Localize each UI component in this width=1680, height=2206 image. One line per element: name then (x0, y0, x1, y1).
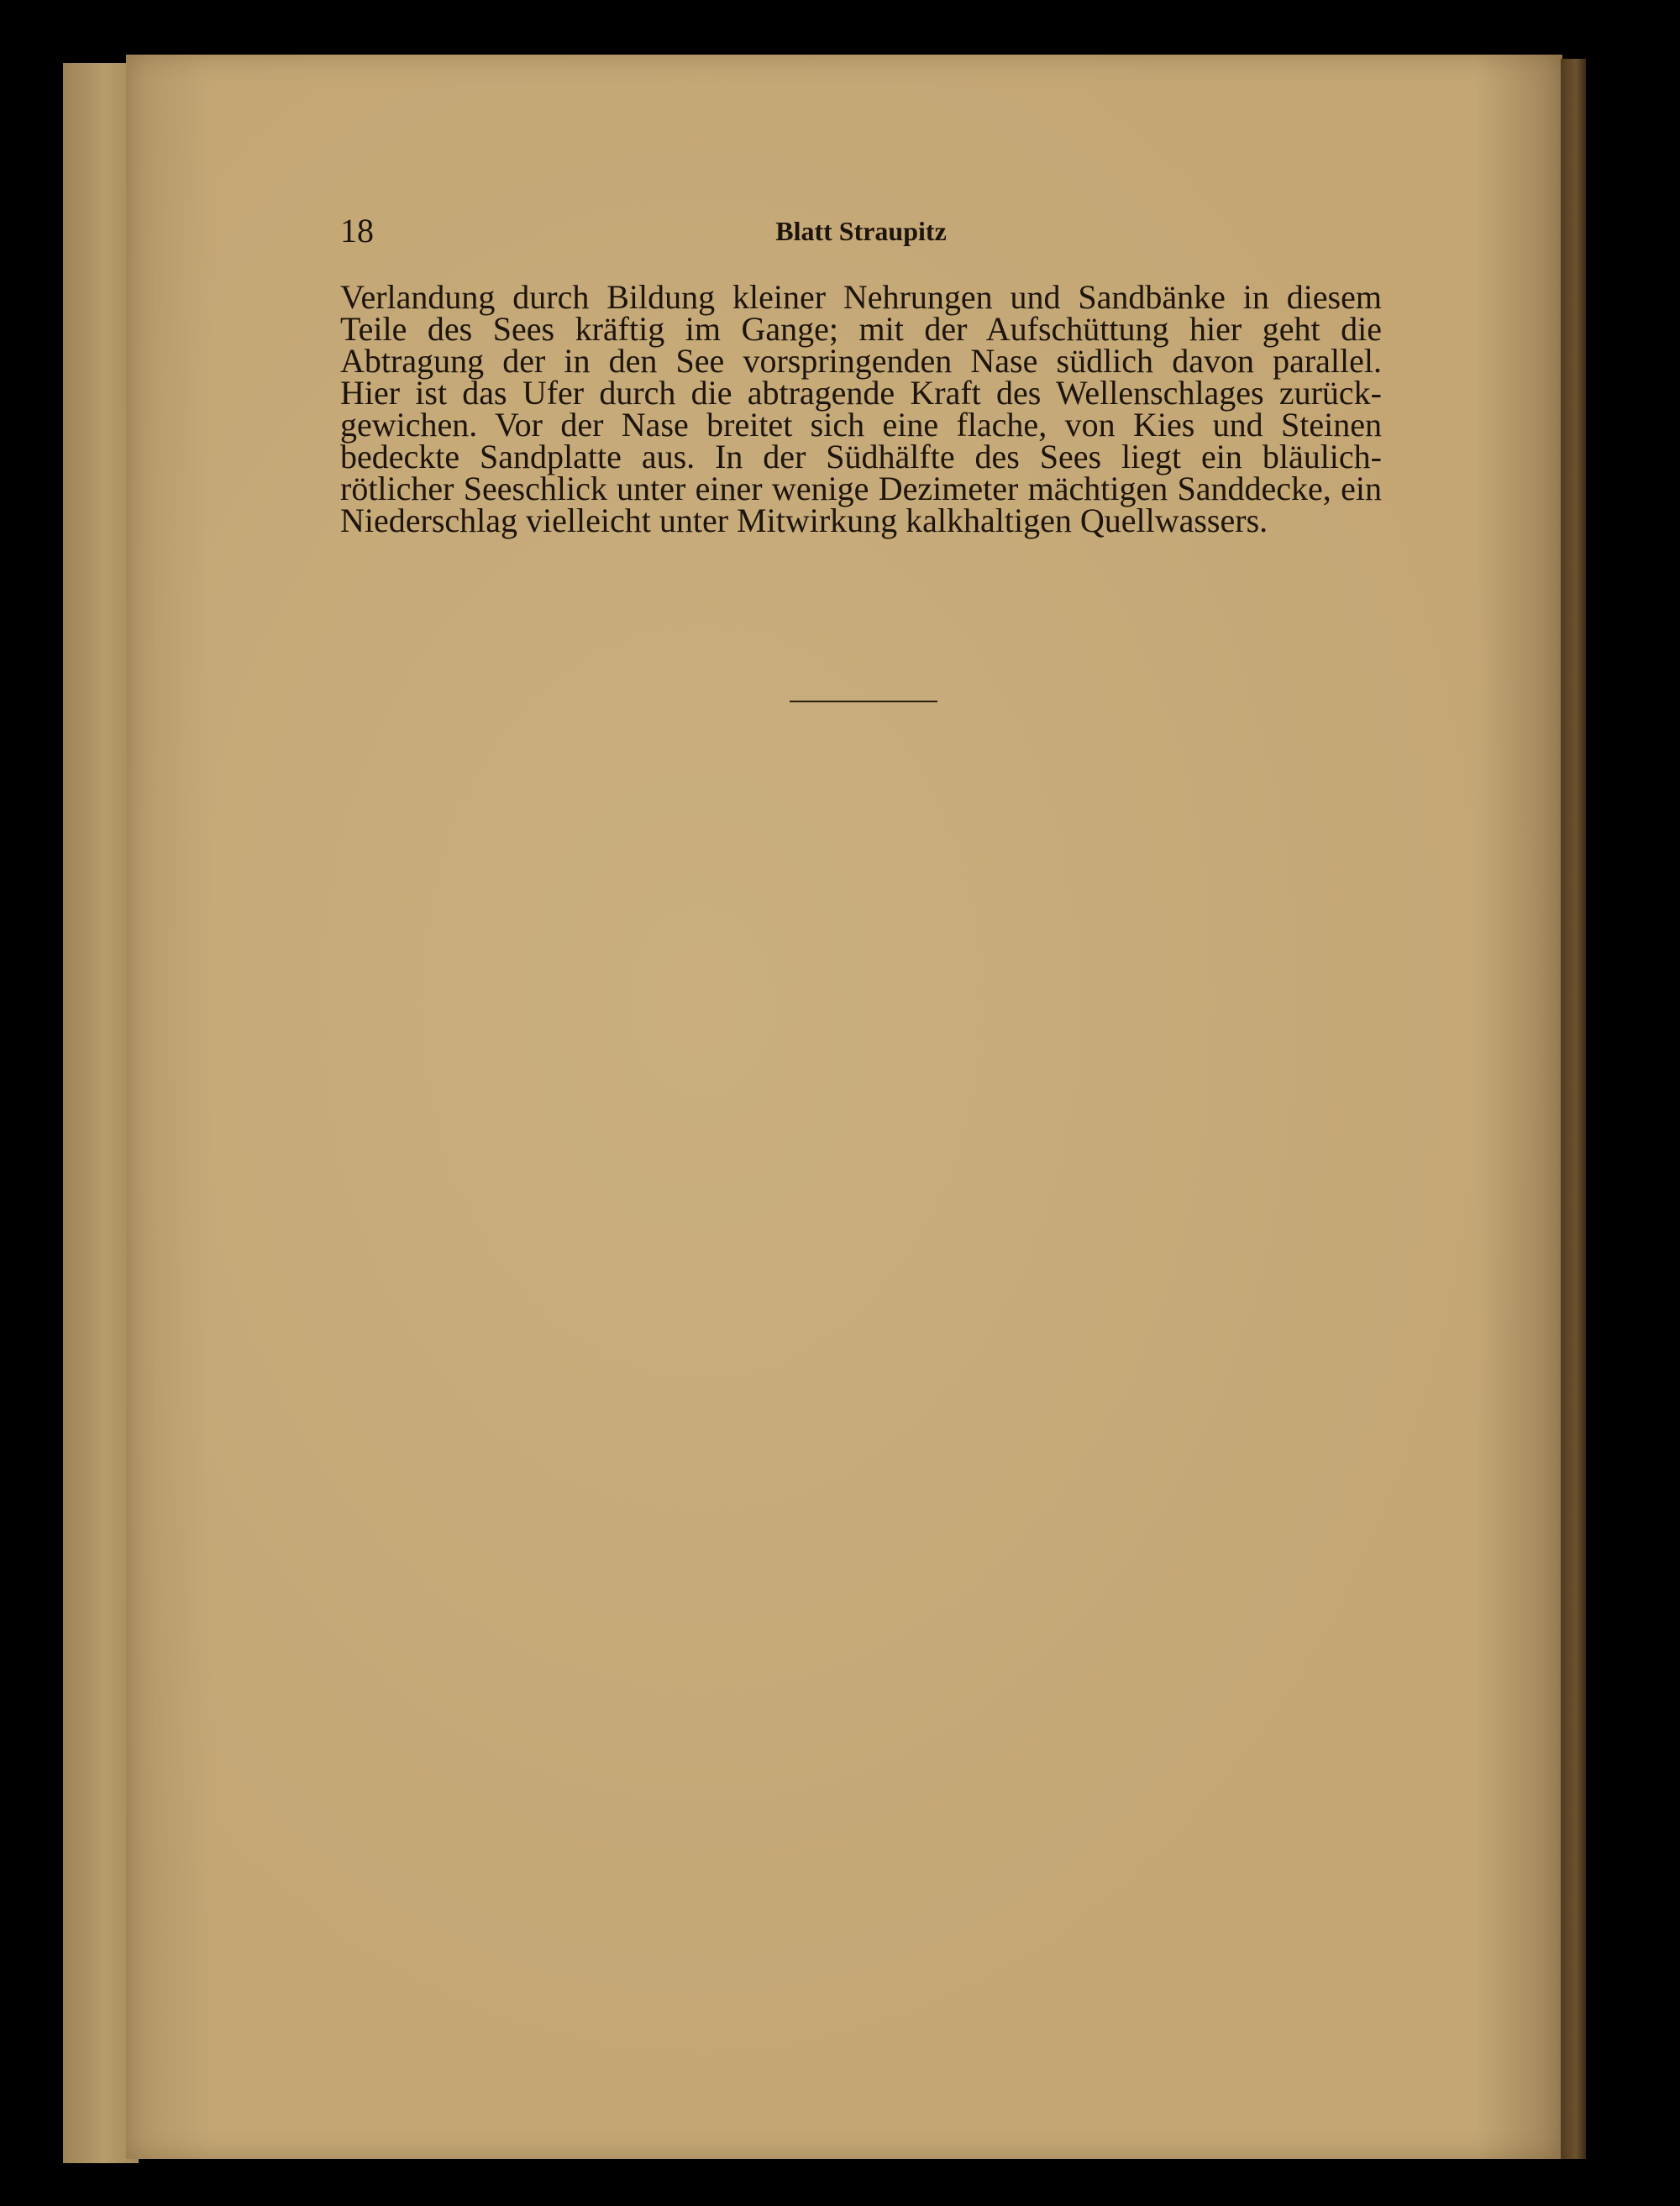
page-header (340, 210, 1382, 252)
body-paragraph (340, 278, 1382, 539)
text-line: bedeckte Sandplatte aus. In der Südhälfte des Sees liegt ein bläulich- (340, 438, 1382, 475)
book-spine-shadow (1561, 59, 1586, 2159)
text-line: Teile des Sees kräftig im Gange; mit der Aufschüttung hier geht die (340, 310, 1382, 348)
text-line: rötlicher Seeschlick unter einer wenige Dezimeter mächtigen Sanddecke, ein (340, 470, 1382, 507)
running-head: Blatt Straupitz (775, 216, 947, 246)
section-end-rule (790, 701, 937, 702)
text-line: gewichen. Vor der Nase breitet sich eine flache, von Kies und Steinen (340, 406, 1382, 444)
text-line: Niederschlag vielleicht unter Mitwirkung kalkhaltigen Quellwassers. (340, 502, 1268, 539)
page-number: 18 (340, 212, 374, 249)
text-line: Abtragung der in den See vorspringenden Nase südlich davon parallel. (340, 342, 1382, 380)
text-line: Hier ist das Ufer durch die abtragende Kraft des Wellenschlages zurück- (340, 374, 1382, 412)
text-line: Verlandung durch Bildung kleiner Nehrungen und Sandbänke in diesem (340, 278, 1382, 316)
